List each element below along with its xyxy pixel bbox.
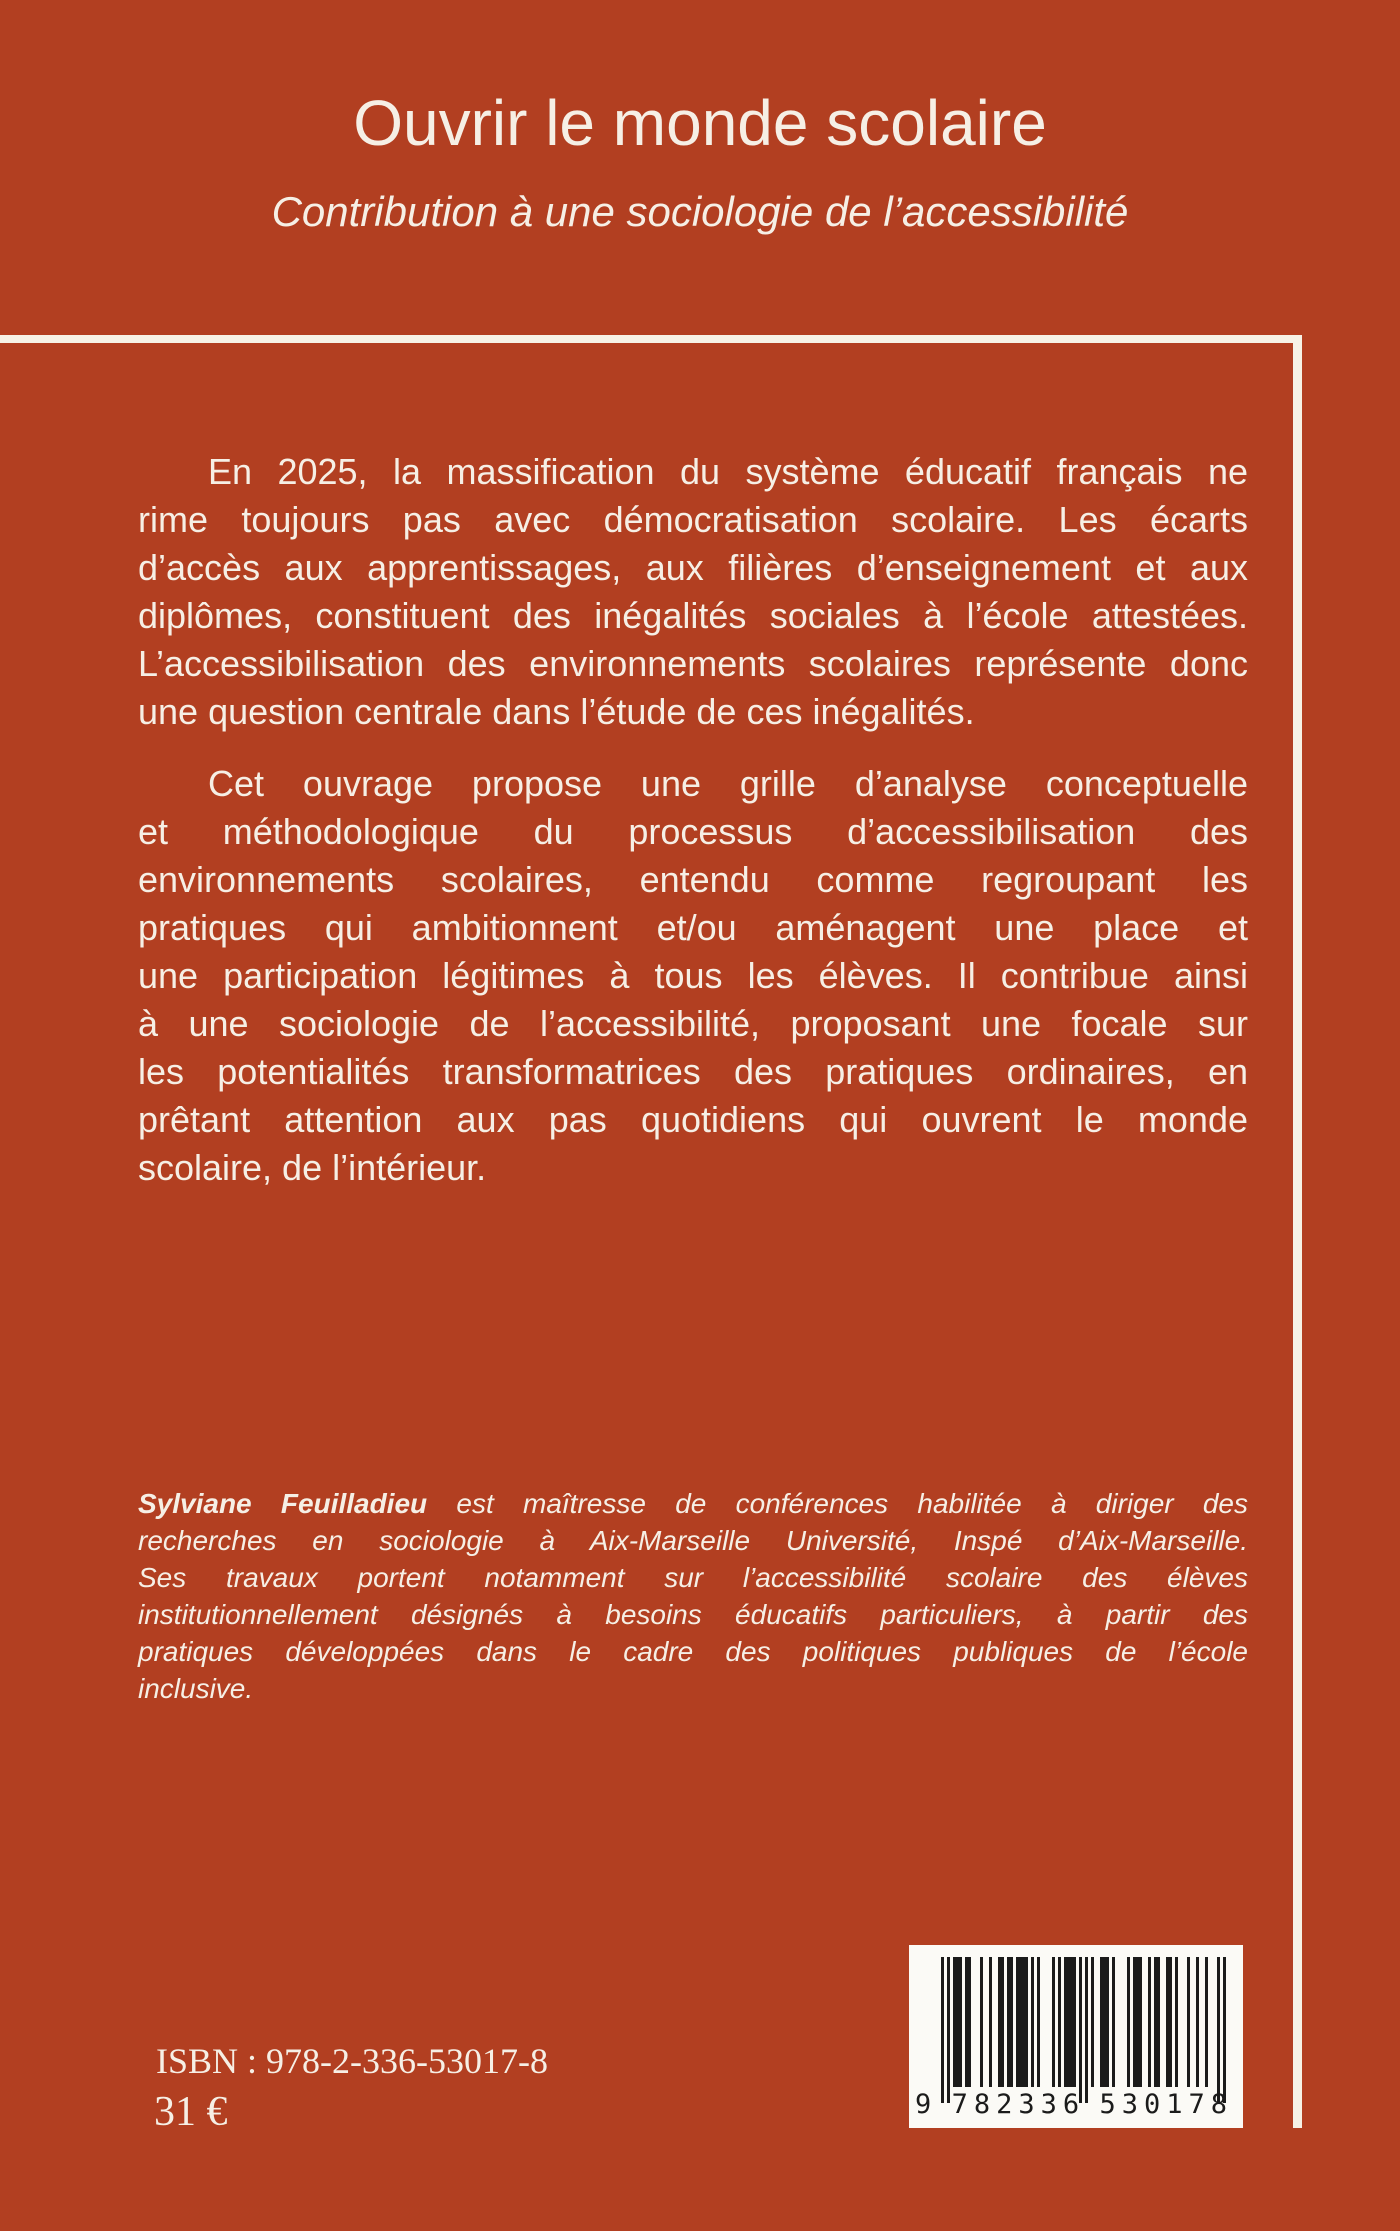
book-title: Ouvrir le monde scolaire [353, 87, 1047, 159]
synopsis [138, 448, 1248, 1216]
synopsis-line: diplômes, constituent des inégalités sociales à l’école attestées. [138, 595, 1248, 636]
barcode-digit-group: 782336 [951, 2089, 1086, 2120]
bio-line: recherches en sociologie à Aix-Marseille Université, Inspé d’Aix-Marseille. [138, 1525, 1248, 1556]
synopsis-paragraph-2 [138, 760, 1248, 1192]
book-subtitle: Contribution à une sociologie de l’accessibilité [271, 188, 1129, 235]
barcode-module [1223, 1957, 1226, 2103]
synopsis-line: une question centrale dans l’étude de ces inégalités. [138, 691, 975, 732]
barcode-bars [941, 1957, 1226, 2103]
frame-horizontal-rule [0, 335, 1302, 343]
synopsis-line: les potentialités transformatrices des pratiques ordinaires, en [138, 1051, 1248, 1092]
synopsis-line: et méthodologique du processus d’accessibilisation des [138, 811, 1248, 852]
synopsis-line: L’accessibilisation des environnements scolaires représente donc [138, 643, 1248, 684]
synopsis-line: à une sociologie de l’accessibilité, proposant une focale sur [138, 1003, 1248, 1044]
frame-vertical-rule [1293, 335, 1302, 2128]
barcode-digit-group: 9 [915, 2089, 938, 2120]
synopsis-paragraph-1 [138, 448, 1248, 736]
synopsis-line: environnements scolaires, entendu comme regroupant les [138, 859, 1248, 900]
barcode [909, 1945, 1243, 2128]
bio-line: Ses travaux portent notamment sur l’accessibilité scolaire des élèves [138, 1562, 1248, 1593]
isbn-text: ISBN : 978-2-336-53017-8 [156, 2041, 548, 2081]
author-bio [138, 1485, 1248, 1707]
synopsis-line: d’accès aux apprentissages, aux filières d’enseignement et aux [138, 547, 1248, 588]
synopsis-line: une participation légitimes à tous les élèves. Il contribue ainsi [138, 955, 1248, 996]
synopsis-line: prêtant attention aux pas quotidiens qui ouvrent le monde [138, 1099, 1248, 1140]
barcode-digits [915, 2089, 1233, 2120]
synopsis-line: Cet ouvrage propose une grille d’analyse conceptuelle [208, 763, 1248, 804]
bio-line-text: est maîtresse de conférences habilitée à diriger des [427, 1488, 1248, 1519]
bio-line: inclusive. [138, 1673, 254, 1704]
synopsis-line: scolaire, de l’intérieur. [138, 1147, 487, 1188]
price-text: 31 € [154, 2089, 228, 2135]
author-name: Sylviane Feuilladieu [138, 1488, 428, 1519]
bio-line: pratiques développées dans le cadre des politiques publiques de l’école [138, 1636, 1248, 1667]
bio-line [138, 1485, 1248, 1522]
synopsis-line: rime toujours pas avec démocratisation scolaire. Les écarts [138, 499, 1248, 540]
bio-line: institutionnellement désignés à besoins éducatifs particuliers, à partir des [138, 1599, 1248, 1630]
barcode-digit-group: 530178 [1099, 2089, 1233, 2120]
synopsis-line: En 2025, la massification du système éducatif français ne [208, 451, 1248, 492]
synopsis-line: pratiques qui ambitionnent et/ou aménagent une place et [138, 907, 1248, 948]
